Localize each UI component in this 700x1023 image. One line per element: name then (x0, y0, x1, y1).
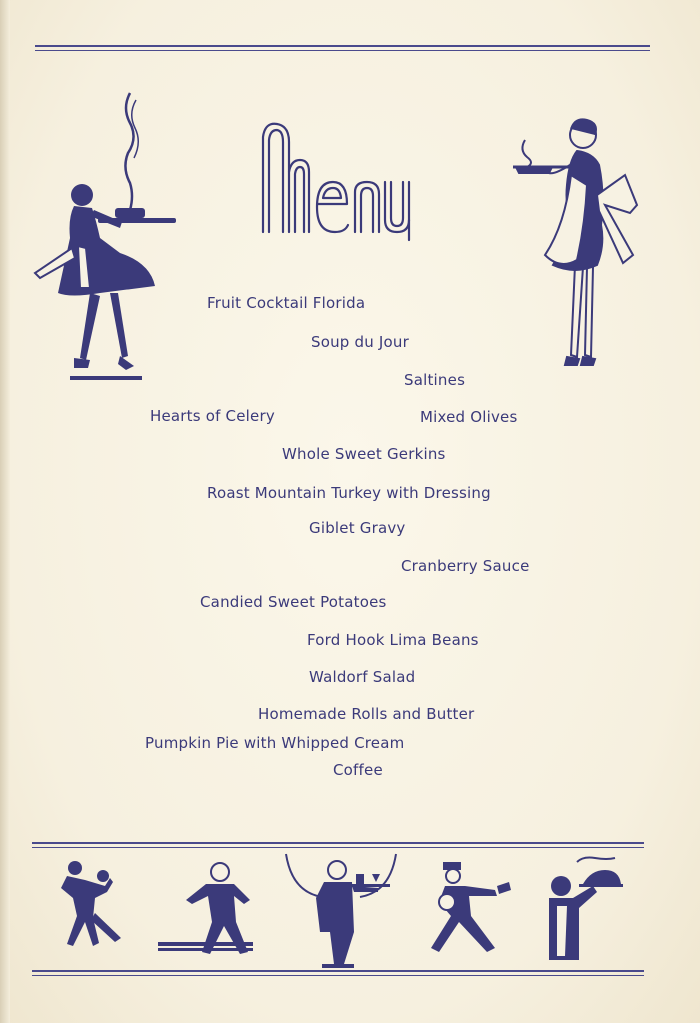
menu-item: Mixed Olives (420, 408, 518, 426)
menu-item: Cranberry Sauce (401, 557, 530, 575)
menu-item: Coffee (333, 761, 383, 779)
bottom-rule-top-inner (32, 847, 644, 848)
waiter-bowtie-illustration (158, 860, 253, 960)
menu-item: Saltines (404, 371, 466, 389)
menu-item: Waldorf Salad (309, 668, 416, 686)
waitress-right-illustration (505, 115, 650, 380)
menu-item: Ford Hook Lima Beans (307, 631, 479, 649)
menu-item: Fruit Cocktail Florida (207, 294, 366, 312)
running-bellhop-illustration (425, 862, 515, 957)
bottom-rule-bottom-inner (32, 975, 644, 976)
dancing-couple-illustration (55, 858, 130, 958)
menu-title-lettering (255, 112, 415, 242)
menu-item: Candied Sweet Potatoes (200, 593, 387, 611)
menu-item: Soup du Jour (311, 333, 409, 351)
butler-with-cloche-illustration (543, 856, 623, 964)
top-rule (35, 45, 650, 47)
menu-title (255, 112, 415, 242)
menu-item: Hearts of Celery (150, 407, 275, 425)
waitress-left-illustration (30, 88, 180, 383)
bottom-rule-bottom (32, 970, 644, 972)
menu-item: Whole Sweet Gerkins (282, 445, 446, 463)
page-edge (0, 0, 10, 1023)
menu-item: Roast Mountain Turkey with Dressing (207, 484, 491, 502)
bottom-rule-top (32, 842, 644, 844)
menu-item: Giblet Gravy (309, 519, 406, 537)
menu-item: Pumpkin Pie with Whipped Cream (145, 734, 405, 752)
waiter-with-tray-illustration (282, 852, 400, 970)
menu-item: Homemade Rolls and Butter (258, 705, 475, 723)
top-rule-inner (35, 50, 650, 51)
